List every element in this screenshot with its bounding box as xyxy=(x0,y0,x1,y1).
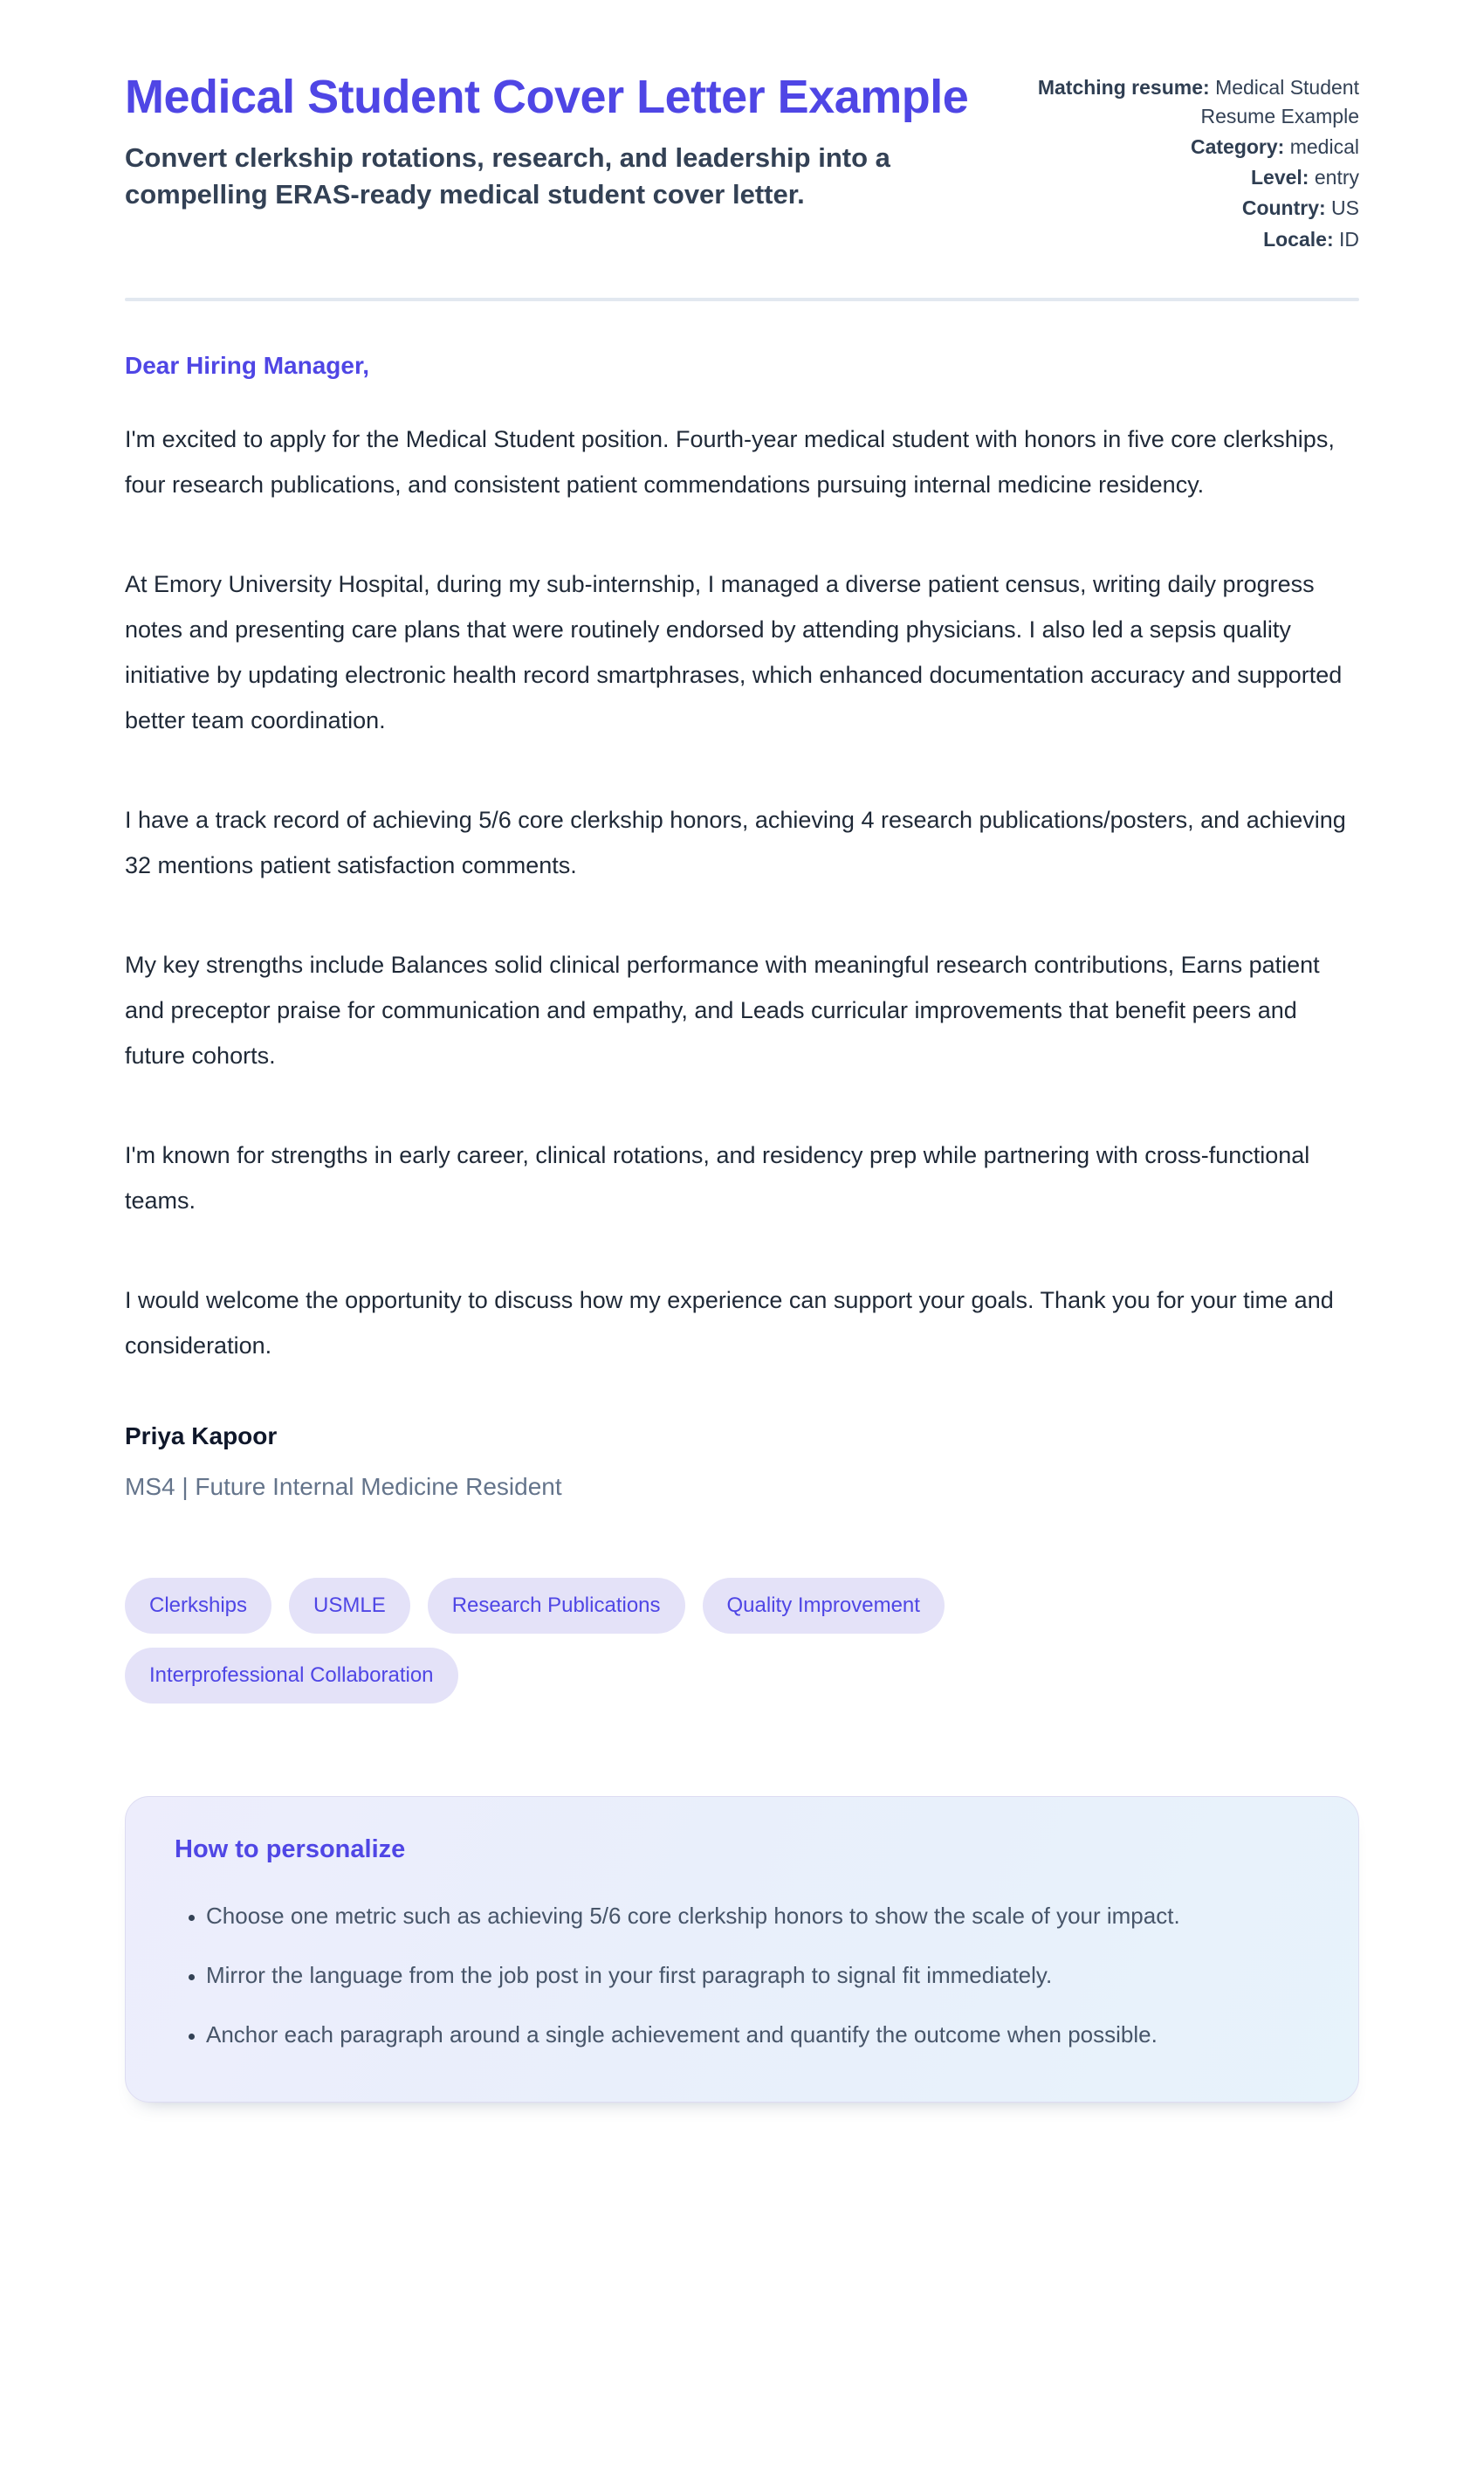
meta-item-country xyxy=(984,194,1359,223)
meta-value: entry xyxy=(1314,166,1359,189)
tag-list xyxy=(125,1578,998,1704)
callout-bullet: • Mirror the language from the job post in your first paragraph to signal fit immediately. xyxy=(206,1953,1288,1997)
letter-paragraph: I would welcome the opportunity to discuss how my experience can support your goals. Thank you for your time and consideration. xyxy=(125,1286,1334,1359)
meta-label: Locale: xyxy=(1263,227,1334,251)
tag-pill-quality-improvement: Quality Improvement xyxy=(703,1578,945,1634)
signature-title: MS4 | Future Internal Medicine Resident xyxy=(125,1472,562,1500)
meta-label: Level: xyxy=(1250,166,1309,189)
tag-pill-usmle: USMLE xyxy=(289,1578,410,1634)
page-header xyxy=(125,68,1359,256)
callout-bullet-list xyxy=(175,1894,1309,2056)
title-block xyxy=(125,68,980,213)
page-title: Medical Student Cover Letter Example xyxy=(125,71,969,123)
letter-paragraph: I'm known for strengths in early career, clinical rotations, and residency prep while partnering with cross-functional teams. xyxy=(125,1141,1310,1214)
meta-block xyxy=(984,68,1359,256)
letter-paragraph: My key strengths include Balances solid clinical performance with meaningful research contributions, Earns patient and preceptor praise for communication and empathy, and Leads curricular improvements that benefit peers and future cohorts. xyxy=(125,951,1320,1069)
personalize-callout xyxy=(125,1796,1359,2103)
meta-item-level xyxy=(984,163,1359,192)
letter-paragraph: At Emory University Hospital, during my sub-internship, I managed a diverse patient census, writing daily progress notes and presenting care plans that were routinely endorsed by attending physicians. I also led a sepsis quality initiative by updating electronic health record smartphrases, which enhanced documentation accuracy and supported better team coordination. xyxy=(125,570,1343,733)
tag-pill-interprofessional-collaboration: Interprofessional Collaboration xyxy=(125,1648,458,1704)
letter-paragraph: I'm excited to apply for the Medical Student position. Fourth-year medical student with honors in five core clerkships, four research publications, and consistent patient commendations pursuing internal medicine residency. xyxy=(125,425,1335,498)
tag-pill-research-publications: Research Publications xyxy=(428,1578,685,1634)
meta-value: Medical Student Resume Example xyxy=(1200,76,1359,128)
meta-label: Country: xyxy=(1241,196,1326,220)
signature-block xyxy=(125,1422,1359,1501)
page-subtitle: Convert clerkship rotations, research, and leadership into a compelling ERAS-ready medical student cover letter. xyxy=(125,141,890,210)
callout-bullet: • Choose one metric such as achieving 5/6 core clerkship honors to show the scale of your impact. xyxy=(206,1894,1288,1938)
meta-value: medical xyxy=(1289,135,1359,159)
meta-item-category xyxy=(984,133,1359,162)
tag-pill-clerkships: Clerkships xyxy=(125,1578,271,1634)
meta-label: Category: xyxy=(1190,135,1285,159)
cover-letter-body xyxy=(125,352,1359,1501)
header-divider xyxy=(125,298,1359,301)
callout-heading: How to personalize xyxy=(175,1834,406,1863)
meta-item-locale xyxy=(984,225,1359,254)
letter-greeting: Dear Hiring Manager, xyxy=(125,351,370,379)
meta-item-matching-resume xyxy=(984,73,1359,131)
callout-bullet: • Anchor each paragraph around a single achievement and quantify the outcome when possible. xyxy=(206,2013,1288,2056)
letter-paragraph: I have a track record of achieving 5/6 core clerkship honors, achieving 4 research publications/posters, and achieving 32 mentions patient satisfaction comments. xyxy=(125,806,1346,878)
meta-value: ID xyxy=(1339,227,1359,251)
signature-name: Priya Kapoor xyxy=(125,1421,278,1449)
meta-label: Matching resume: xyxy=(1037,76,1210,99)
meta-value: US xyxy=(1331,196,1359,220)
